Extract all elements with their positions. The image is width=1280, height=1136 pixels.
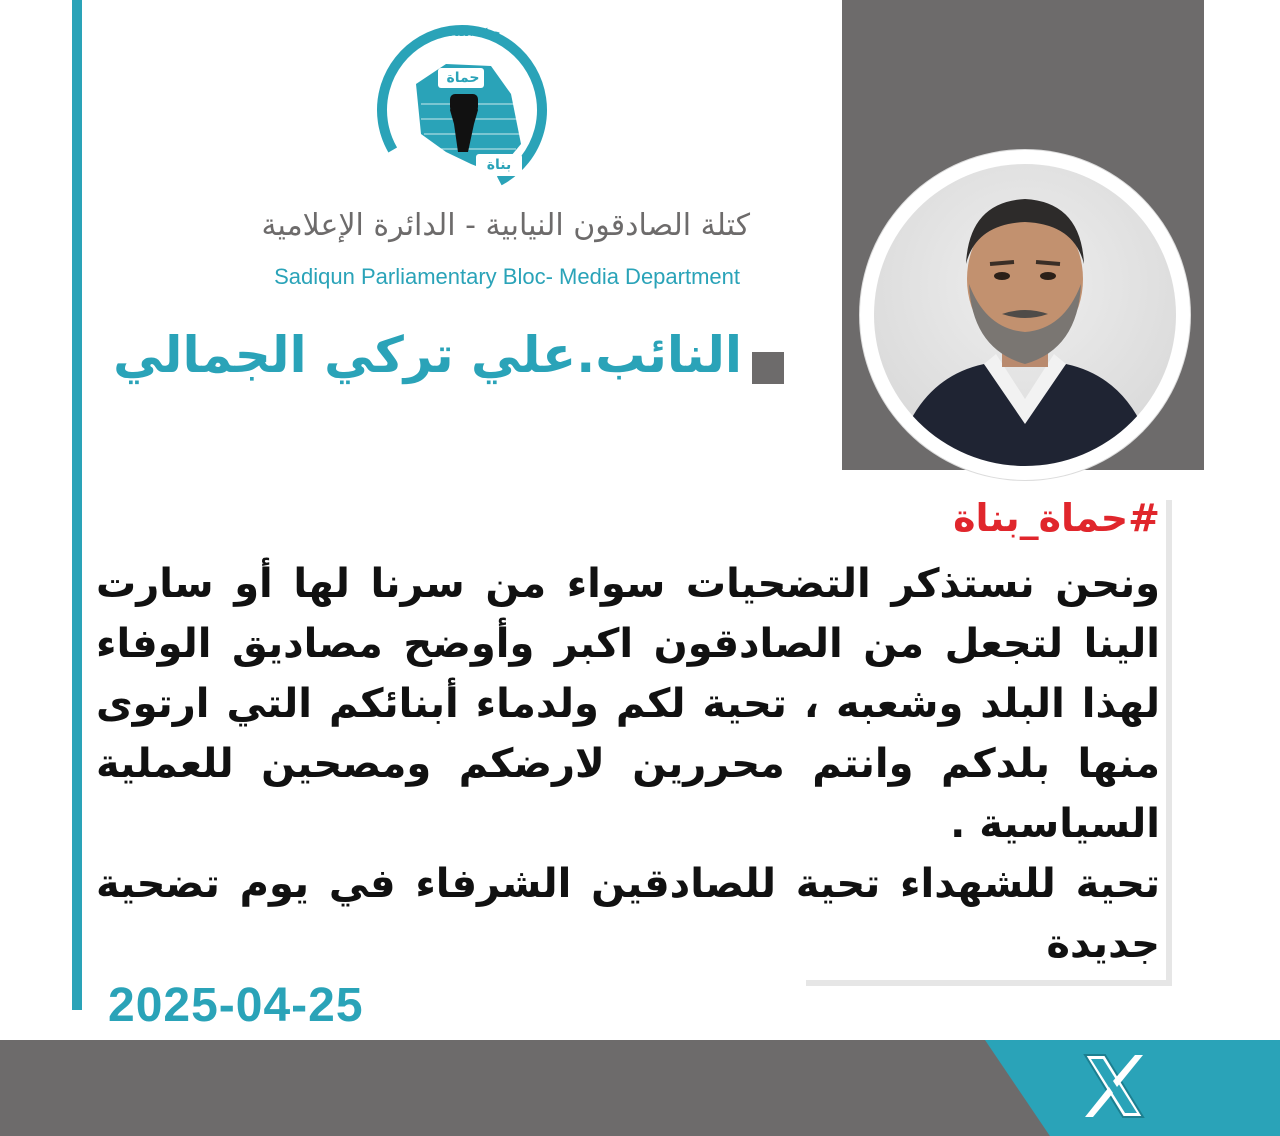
statement-paragraph: ونحن نستذكر التضحيات سواء من سرنا لها أو سارت الينا لتجعل من الصادقون اكبر وأوضح مصاديق الوفاء لهذا البلد وشعبه ، تحية لكم ولدماء أبنائكم التي ارتوى منها بلدكم وانتم محررين لارضكم ومصحين للعملية السياسية . [96, 561, 1160, 847]
logo-word-binat: بناة [486, 157, 512, 173]
speaker-photo [860, 150, 1190, 480]
bloc-title-arabic: كتلة الصادقون النيابية - الدائرة الإعلامية [261, 208, 750, 243]
statement-paragraph: تحية للشهداء تحية للصادقين الشرفاء في يوم تضحية جديدة [96, 861, 1160, 967]
statement-body [96, 554, 1160, 974]
bloc-title-english: Sadiqun Parliamentary Bloc- Media Department [274, 264, 740, 289]
hashtag[interactable]: #حماة_بناة [953, 496, 1160, 540]
logo-top-text: حركة الصادقون [429, 26, 501, 39]
text-frame-bottom [806, 980, 1172, 986]
left-accent-bar [72, 0, 82, 1010]
title-marker-square [752, 352, 784, 384]
logo-word-himat: حماة [446, 70, 480, 86]
x-logo-icon[interactable] [1078, 1046, 1150, 1126]
speaker-name: النائب.علي تركي الجمالي [113, 326, 742, 384]
bloc-logo [376, 24, 548, 196]
text-frame-right [1166, 500, 1172, 986]
post-date: 2025-04-25 [108, 979, 364, 1032]
